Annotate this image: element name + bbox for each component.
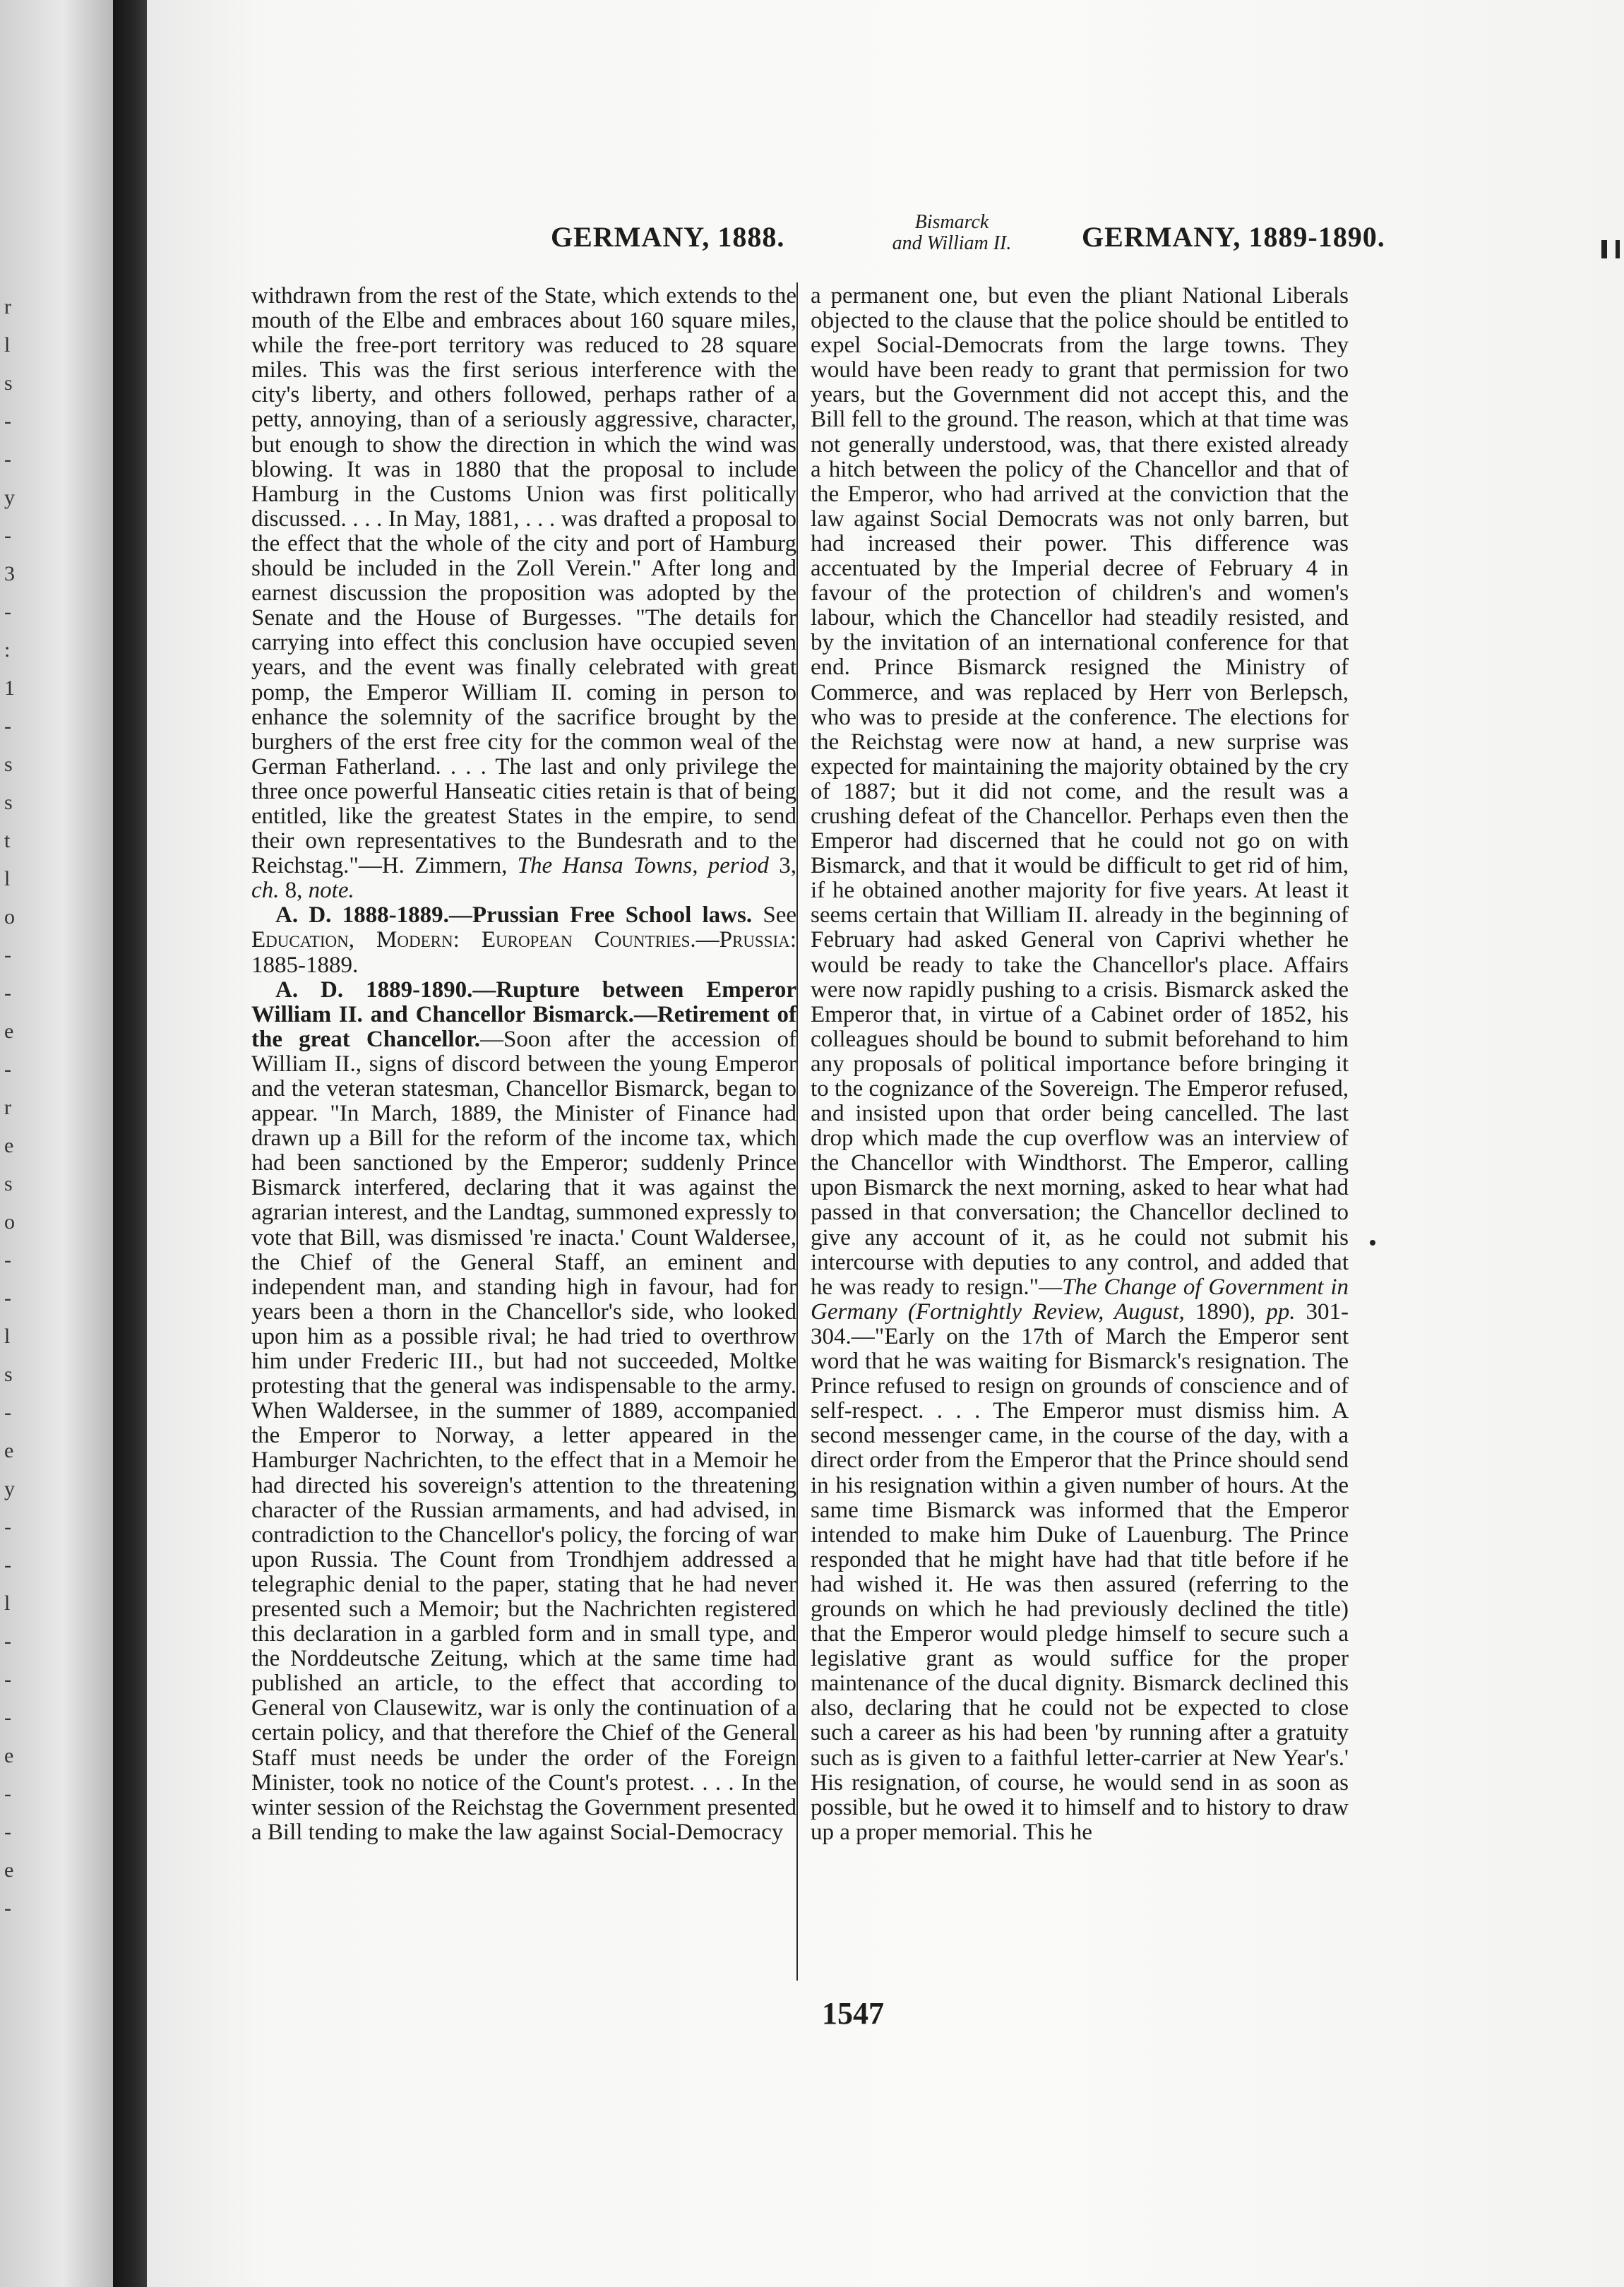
running-head-center-line1: Bismarck <box>914 211 989 233</box>
margin-char: l <box>4 1592 11 1615</box>
margin-char: - <box>4 1058 11 1081</box>
entry-text: —Soon after the accession of William II., signs of discord between the young Emperor and the veteran statesman, Chancellor Bismarck, began to appear. "In March, 1889, the Minister of Finance had drawn up a Bill for the reform of the income tax, which had been sanctioned by the Emperor; suddenly Prince Bismarck interfered, declaring that it was against the agrarian interest, and the Landtag, summoned expressly to vote that Bill, was dismissed 're inacta.' Count Waldersee, the Chief of the General Staff, an eminent and independent man, and standing high in favour, had for years been a thorn in the Chancellor's side, who looked upon him as a possible rival; he had tried to overthrow him under Frederic III., but had not succeeded, Moltke protesting that the general was indispensable to the army. When Waldersee, in the summer of 1889, accompanied the Emperor to Norway, a letter appeared in the Hamburger Nachrichten, to the effect that in a Memoir he had directed his sovereign's attention to the threatening character of the Russian armaments, and had advised, in contradiction to the Chancellor's policy, the forcing of war upon Russia. The Count from Trondhjem addressed a telegraphic denial to the paper, stating that he had never presented such a Memoir; but the Nachrichten registered this declaration in a garbled form and in small type, and the Norddeutsche Zeitung, which at the same time had published an article, to the effect that according to General von Clausewitz, war is only the continuation of a certain policy, and that therefore the Chief of the General Staff must needs be under the order of the Foreign Minister, took no notice of the Count's protest. . . . In the winter session of the Reichstag the Government presented a Bill tending to make the law against Social-Democracy <box>251 1026 796 1845</box>
paragraph-hamburg <box>251 284 796 903</box>
margin-char: o <box>4 905 15 928</box>
previous-page-edge <box>0 0 113 2287</box>
margin-char: e <box>4 1020 14 1043</box>
margin-char: - <box>4 1706 11 1729</box>
column-rule <box>796 282 798 1981</box>
citation-end: 8, <box>285 878 303 904</box>
paragraph-text-after: 301-304.—"Early on the 17th of March the Emperor sent word that he was waiting for Bismarck's resignation. The Prince refused to resign on grounds of conscience and of self-respect. . . . The Emperor must dismiss him. A second messenger came, in the course of the day, with a direct order from the Emperor that the Prince should send in his resignation within a given number of hours. At the same time Bismarck was informed that the Emperor intended to make him Duke of Lauenburg. The Prince responded that he might have had that title before if he had wished it. He was then assured (referring to the grounds on which he had previously declined the title) that the Emperor would pledge himself to secure such a legislative grant as would suffice for the proper maintenance of the ducal dignity. Bismarck declined this also, declaring that he could not be expected to close such a career as his had been 'by running after a gratuity such as is given to a faithful letter-carrier at New Year's.' His resignation, of course, he would send in as soon as possible, but he owed it to himself and to history to draw up a proper memorial. This he <box>811 1298 1349 1845</box>
cross-reference: Education, Modern: European Countries.—Prussia: <box>251 927 796 953</box>
margin-char: - <box>4 1286 11 1310</box>
citation-pp: pp. <box>1266 1298 1296 1325</box>
margin-char: e <box>4 1134 14 1157</box>
margin-char: y <box>4 486 15 509</box>
running-head <box>401 212 1503 275</box>
margin-char: - <box>4 1668 11 1691</box>
margin-char: - <box>4 1553 11 1577</box>
margin-char: - <box>4 1897 11 1920</box>
margin-char: s <box>4 791 13 814</box>
citation-note: note. <box>308 878 354 904</box>
margin-char: - <box>4 600 11 623</box>
margin-char: e <box>4 1744 14 1767</box>
margin-char: - <box>4 1515 11 1539</box>
margin-char: : <box>4 638 11 662</box>
margin-char: s <box>4 1363 13 1386</box>
margin-char: s <box>4 753 13 776</box>
margin-char: t <box>4 829 11 852</box>
margin-char: r <box>4 295 11 318</box>
margin-char: - <box>4 715 11 738</box>
running-head-center <box>881 212 1022 254</box>
right-column <box>811 284 1349 1845</box>
margin-char: 3 <box>4 562 15 585</box>
running-head-center-line2: and William II. <box>892 232 1012 254</box>
page-edge-mark <box>1616 240 1620 258</box>
margin-char: e <box>4 1858 14 1882</box>
paragraph-text: withdrawn from the rest of the State, which extends to the mouth of the Elbe and embraces about 160 square miles, while the free-port territory was reduced to 28 square miles. This was the first serious interference with the city's liberty, and others followed, perhaps rather of a petty, annoying, than of a seriously aggressive, character, but enough to show the direction in which the wind was blowing. It was in 1880 that the proposal to include Hamburg in the Customs Union was first politically discussed. . . . In May, 1881, . . . was drafted a proposal to the effect that the whole of the city and port of Hamburg should be included in the Zoll Verein." After long and earnest discussion the proposition was adopted by the Senate and the House of Burgesses. "The details for carrying into effect this conclusion have occupied seven years, and the event was finally celebrated with great pomp, the Emperor William II. coming in person to enhance the solemnity of the sacrifice brought by the burghers of the erst free city for the common weal of the German Fatherland. . . . The last and only privilege the three once powerful Hanseatic cities retain is that of being entitled, like the greatest States in the empire, to send their own representatives to the Bundesrath and to the Reichstag."—H. Zimmern, <box>251 283 796 879</box>
page-number: 1547 <box>822 1996 884 2031</box>
entry-school-laws <box>251 903 796 977</box>
citation-title: The Hansa Towns, period <box>517 853 769 879</box>
entry-rupture <box>251 978 796 1845</box>
margin-char: - <box>4 448 11 471</box>
paragraph-text: a permanent one, but even the pliant National Liberals objected to the clause that the police should be entitled to expel Social-Democrats from the large towns. They would have been ready to grant that permission for two years, but the Government did not accept this, and the Bill fell to the ground. The reason, which at that time was not generally understood, was, that there existed already a hitch between the policy of the Chancellor and that of the Emperor, who had arrived at the conviction that the law against Social Democrats was not only barren, but had increased their power. This difference was accentuated by the Imperial decree of February 4 in favour of the protection of children's and women's labour, which the Chancellor had steadily resisted, and by the invitation of an international conference for that end. Prince Bismarck resigned the Ministry of Commerce, and was replaced by Herr von Berlepsch, who was to preside at the conference. The elections for the Reichstag were now at hand, a new surprise was expected for maintaining the majority obtained by the cry of 1887; but it did not come, and the result was a crushing defeat of the Chancellor. Perhaps even then the Emperor had discerned that he could not go on with Bismarck, and that it would be difficult to get rid of him, if he obtained another majority for five years. At least it seems certain that William II. already in the beginning of February had asked General von Caprivi whether he would be ready to take the Chancellor's place. Affairs were now rapidly pushing to a crisis. Bismarck asked the Emperor that, in virtue of a Cabinet order of 1852, his colleagues should be bound to submit beforehand to him any proposals of political importance before bringing it to the cognizance of the Sovereign. The Emperor refused, and insisted upon that order being cancelled. The last drop which made the cup overflow was an interview of the Chancellor with Windthorst. The Emperor, calling upon Bismarck the next morning, asked to hear what had passed in that conversation; the Chancellor declined to give any account of it, as he could not submit his intercourse with deputies to any control, and added that he was ready to resign."— <box>811 283 1349 1300</box>
margin-char: 1 <box>4 676 15 700</box>
margin-char: l <box>4 867 11 890</box>
entry-text: See <box>763 902 796 928</box>
margin-char: y <box>4 1477 15 1500</box>
margin-char: s <box>4 1172 13 1195</box>
margin-char: - <box>4 943 11 967</box>
left-column <box>251 284 796 1845</box>
entry-text-tail: 1885-1889. <box>251 952 359 978</box>
entry-heading: A. D. 1889-1890.—Rupture between Emperor William II. and Chancellor Bismarck.—Retirement of the great Chancellor. <box>251 977 796 1052</box>
margin-char: - <box>4 1630 11 1653</box>
citation-part: 3, <box>779 853 797 879</box>
entry-heading: A. D. 1888-1889.—Prussian Free School laws. <box>275 902 753 928</box>
margin-char: s <box>4 371 13 395</box>
margin-char: - <box>4 981 11 1005</box>
citation-title: The Change of Government in Germany (Fortnightly Review, August, <box>811 1274 1349 1325</box>
paragraph-continuation <box>811 284 1349 1845</box>
margin-char: - <box>4 1401 11 1424</box>
margin-char: - <box>4 1820 11 1844</box>
running-head-right: GERMANY, 1889-1890. <box>1082 221 1385 253</box>
book-gutter <box>113 0 147 2287</box>
margin-char: l <box>4 1325 11 1348</box>
margin-char: - <box>4 1782 11 1805</box>
margin-char: - <box>4 524 11 547</box>
margin-char: e <box>4 1439 14 1462</box>
margin-char: - <box>4 410 11 433</box>
margin-char: l <box>4 333 11 357</box>
citation-ch: ch. <box>251 878 280 904</box>
margin-char: - <box>4 1248 11 1272</box>
margin-dot <box>1370 1240 1375 1246</box>
citation-date: 1890), <box>1195 1298 1256 1325</box>
margin-char: o <box>4 1210 15 1234</box>
margin-char: r <box>4 1096 11 1119</box>
page-edge-mark <box>1601 240 1607 258</box>
running-head-left: GERMANY, 1888. <box>551 221 785 253</box>
book-page <box>147 0 1624 2287</box>
